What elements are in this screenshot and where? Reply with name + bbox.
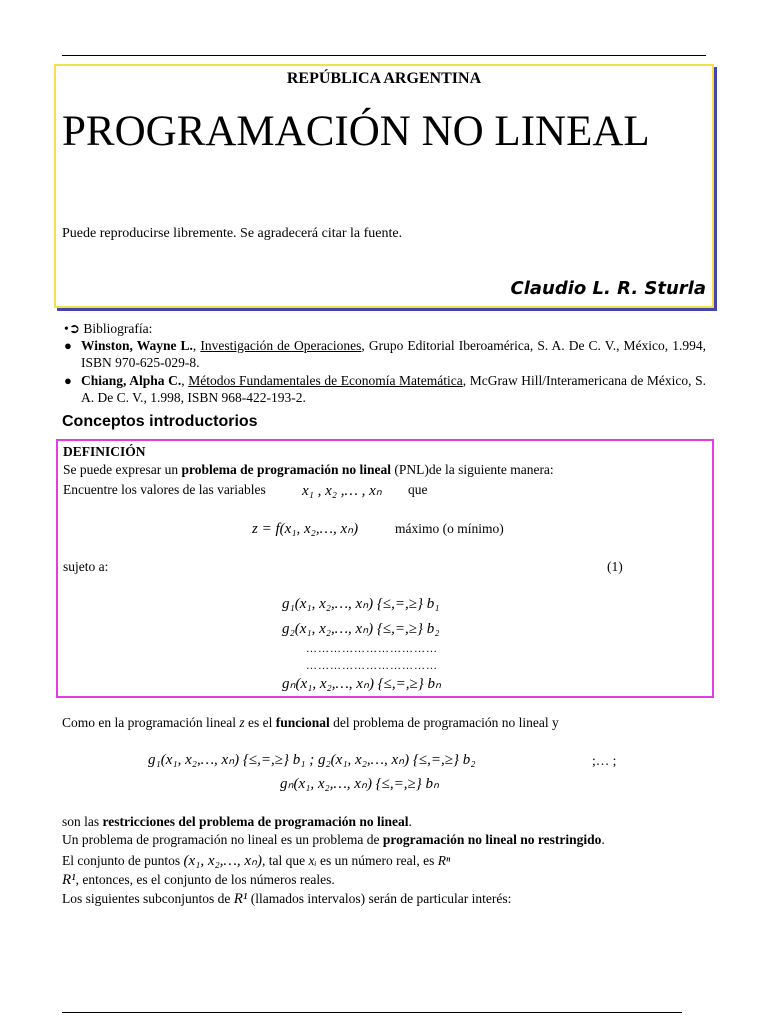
restrictions-line-2: gₙ(x₁, x₂,…, xₙ) {≤,=,≥} bₙ bbox=[280, 776, 439, 792]
paragraph-intervals: Los siguientes subconjuntos de R¹ (llamados intervalos) serán de particular interés: bbox=[62, 891, 512, 907]
paragraph-point-set: El conjunto de puntos (x₁, x₂,…, xₙ), tal que xᵢ es un número real, es Rⁿ bbox=[62, 853, 451, 869]
arrow-icon: ➲ bbox=[68, 321, 81, 337]
paragraph-functional: Como en la programación lineal z es el funcional del problema de programación no lineal y bbox=[62, 715, 559, 730]
title-box bbox=[54, 64, 714, 308]
bullet-icon: ● bbox=[64, 338, 72, 353]
bibliography-item: Winston, Wayne L., Investigación de Operaciones, Grupo Editorial Iberoamérica, S. A. De C. V., México, 1.994, ISBN 970-625-029-8. bbox=[81, 338, 706, 370]
restrictions-line-1: g₁(x₁, x₂,…, xₙ) {≤,=,≥} b₁ ; g₂(x₁, x₂,…, xₙ) {≤,=,≥} b₂ bbox=[148, 752, 476, 768]
bullet-icon: • bbox=[64, 321, 69, 336]
variables-formula: x₁ , x₂ ,… , xₙ bbox=[302, 483, 382, 499]
definition-label: DEFINICIÓN bbox=[63, 444, 146, 459]
book-title: Investigación de Operaciones bbox=[200, 338, 362, 353]
objective-text: máximo (o mínimo) bbox=[395, 521, 504, 536]
paragraph-unrestricted: Un problema de programación no lineal es un problema de programación no lineal no restringido. bbox=[62, 832, 605, 847]
bottom-rule bbox=[62, 1012, 682, 1013]
constraint-2: g₂(x₁, x₂,…, xₙ) {≤,=,≥} b₂ bbox=[282, 621, 440, 637]
top-rule bbox=[62, 55, 706, 56]
equation-number: (1) bbox=[607, 559, 623, 574]
objective-formula: z = f(x₁, x₂,…, xₙ) bbox=[252, 521, 359, 537]
country-heading: REPÚBLICA ARGENTINA bbox=[286, 70, 482, 87]
paragraph-restrictions: son las restricciones del problema de programación no lineal. bbox=[62, 814, 412, 829]
author-name: Claudio L. R. Sturla bbox=[510, 278, 706, 299]
constraint-1: g₁(x₁, x₂,…, xₙ) {≤,=,≥} b₁ bbox=[282, 596, 440, 612]
bibliography-heading: •➲ Bibliografía: bbox=[64, 321, 153, 337]
definition-box bbox=[56, 439, 714, 698]
ellipsis-row: …………………………… bbox=[306, 643, 438, 655]
paragraph-real-numbers: R¹, entonces, es el conjunto de los números reales. bbox=[62, 872, 335, 888]
bullet-icon: ● bbox=[64, 373, 72, 388]
definition-line-1: Se puede expresar un problema de programación no lineal (PNL)de la siguiente manera: bbox=[63, 462, 554, 477]
document-title: PROGRAMACIÓN NO LINEAL bbox=[62, 108, 650, 155]
section-title: Conceptos introductorios bbox=[62, 413, 258, 430]
reproduction-notice: Puede reproducirse libremente. Se agradecerá citar la fuente. bbox=[62, 226, 403, 241]
subject-to-label: sujeto a: bbox=[63, 559, 109, 574]
constraint-n: gₙ(x₁, x₂,…, xₙ) {≤,=,≥} bₙ bbox=[282, 676, 441, 692]
bibliography-item: Chiang, Alpha C., Métodos Fundamentales de Economía Matemática, McGraw Hill/Interamericana de México, S. A. De C. V., 1.998, ISBN 968-422-193-2. bbox=[81, 373, 707, 405]
restrictions-line-1-tail: ;… ; bbox=[592, 753, 617, 768]
definition-line-2-end: que bbox=[408, 482, 428, 497]
definition-line-2: Encuentre los valores de las variables bbox=[63, 482, 266, 497]
ellipsis-row: …………………………… bbox=[306, 660, 438, 672]
book-title: Métodos Fundamentales de Economía Matemática bbox=[188, 373, 463, 388]
